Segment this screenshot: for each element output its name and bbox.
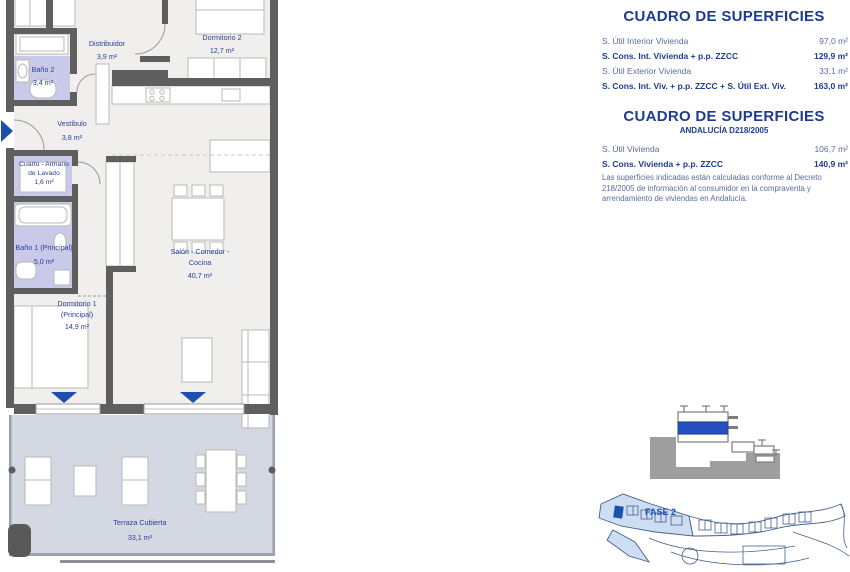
label-distribuidor-area: 3,9 m² [96, 52, 118, 61]
row-label: S. Cons. Int. Vivienda + p.p. ZZCC [602, 50, 739, 61]
building-section-icon [650, 404, 780, 482]
label-banyo2: Baño 2 [31, 65, 55, 74]
terrace-column [8, 524, 31, 557]
row-label: S. Útil Interior Vivienda [602, 35, 689, 46]
phase-label: FASE 2 [645, 507, 677, 517]
row-label: S. Cons. Int. Viv. + p.p. ZZCC + S. Útil Ext. Viv. [602, 81, 787, 92]
label-terraza: Terraza Cubierta [113, 518, 167, 527]
table1-rows [598, 33, 850, 94]
bed-dormitorio2 [196, 0, 264, 34]
row-value: 163,0 m² [813, 81, 848, 92]
label-salon-area: 40,7 m² [187, 271, 213, 280]
table-row [598, 141, 850, 156]
table1-title: CUADRO DE SUPERFICIES [623, 8, 825, 25]
label-dormitorio2: Dormitorio 2 [202, 33, 242, 42]
label-dormitorio1-2: (Principal) [60, 310, 94, 319]
label-banyo1-area: 5,0 m² [33, 257, 55, 266]
kitchen-sink [222, 89, 240, 101]
table-row [598, 156, 850, 171]
table2-note: Las superficies indicadas están calculadas conforme al Decreto 218/2005 de información al consumidor en la compraventa y arrendamiento de viviendas en Andalucía. [602, 173, 822, 203]
label-salon-2: Cocina [188, 258, 212, 267]
row-value: 106,7 m² [814, 143, 848, 154]
row-label: S. Útil Vivienda [602, 143, 660, 154]
stove [146, 88, 170, 102]
dining-set [172, 185, 224, 253]
section-building [678, 412, 774, 462]
highlighted-floor [678, 422, 728, 434]
entrance-arrow [1, 120, 13, 142]
bed-top-left [15, 0, 75, 26]
coffee-table [182, 338, 212, 382]
table-row [598, 79, 850, 94]
label-vestibulo-area: 3,8 m² [61, 133, 83, 142]
table2-subtitle: ANDALUCÍA D218/2005 [679, 126, 769, 135]
surface-table-1 [598, 8, 850, 94]
kitchen-island [210, 140, 270, 172]
label-cuarto-lavado-2: de Lavado [28, 170, 60, 177]
label-cuarto-lavado-1: Cuarto - Armario [19, 161, 69, 168]
row-label: S. Cons. Vivienda + p.p. ZZCC [602, 158, 723, 169]
table2-rows [598, 141, 850, 171]
label-banyo2-area: 3,4 m² [32, 78, 54, 87]
row-value: 97,0 m² [819, 35, 848, 46]
label-vestibulo: Vestíbulo [57, 119, 87, 128]
table-row [598, 33, 850, 48]
shower-banyo1 [54, 270, 70, 285]
surface-table-2 [598, 108, 850, 204]
door-panel [96, 64, 109, 124]
site-band [689, 504, 845, 536]
row-value: 140,9 m² [813, 158, 848, 169]
site-highlighted-tail [607, 530, 649, 562]
floor-plan [0, 0, 300, 572]
kitchen-counter [112, 86, 270, 104]
site-current-unit [613, 506, 624, 519]
table-row [598, 48, 850, 63]
site-plan [593, 482, 850, 572]
label-terraza-area: 33,1 m² [127, 533, 153, 542]
terrace-step-line [60, 560, 275, 563]
label-dormitorio1-1: Dormitorio 1 [57, 299, 97, 308]
label-cuarto-lavado-area: 1,6 m² [34, 179, 54, 186]
table-row [598, 63, 850, 78]
label-banyo1: Baño 1 (Principal) [15, 243, 73, 252]
row-value: 33,1 m² [819, 65, 848, 76]
row-label: S. Útil Exterior Vivienda [602, 65, 692, 76]
label-salon-1: Salón - Comedor - [170, 247, 230, 256]
label-distribuidor: Distribuidor [88, 39, 126, 48]
label-dormitorio1-area: 14,9 m² [64, 322, 90, 331]
row-value: 129,9 m² [813, 50, 848, 61]
table2-title: CUADRO DE SUPERFICIES [623, 108, 825, 125]
label-dormitorio2-area: 12,7 m² [209, 46, 235, 55]
